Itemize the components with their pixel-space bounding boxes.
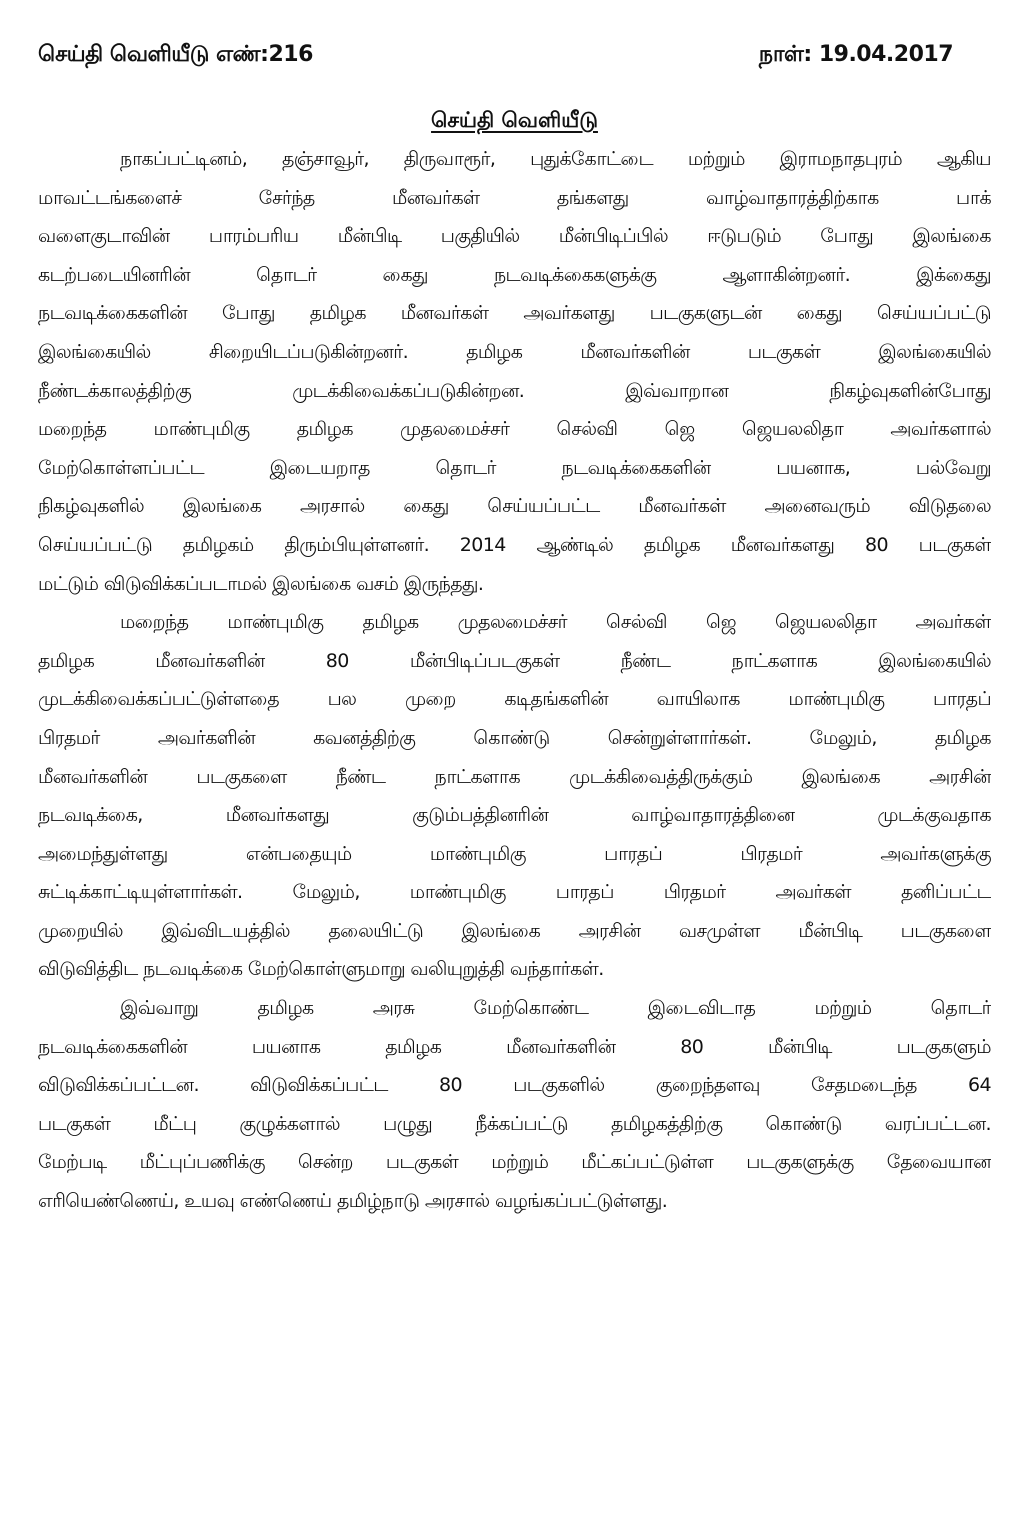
paragraph-line: பிரதமர் அவர்களின் கவனத்திற்கு கொண்டு சென்றுள்ளார்கள். மேலும், தமிழக [38, 726, 991, 749]
paragraph-line: மட்டும் விடுவிக்கப்படாமல் இலங்கை வசம் இருந்தது. [38, 572, 484, 595]
paragraph-line: கடற்படையினரின் தொடர் கைது நடவடிக்கைகளுக்கு ஆளாகின்றனர். இக்கைது [38, 263, 991, 286]
paragraph-line: மாவட்டங்களைச் சேர்ந்த மீனவர்கள் தங்களது வாழ்வாதாரத்திற்காக பாக் [38, 186, 991, 209]
paragraph-line: இலங்கையில் சிறையிடப்படுகின்றனர். தமிழக மீனவர்களின் படகுகள் இலங்கையில் [38, 340, 991, 363]
paragraph-line: மறைந்த மாண்புமிகு தமிழக முதலமைச்சர் செல்வி ஜெ ஜெயலலிதா அவர்கள் [120, 611, 991, 634]
paragraph-3 [38, 989, 991, 1221]
paragraph-line: செய்யப்பட்டு தமிழகம் திரும்பியுள்ளனர். 2014 ஆண்டில் தமிழக மீனவர்களது 80 படகுகள் [38, 533, 991, 556]
paragraph-line: சுட்டிக்காட்டியுள்ளார்கள். மேலும், மாண்புமிகு பாரதப் பிரதமர் அவர்கள் தனிப்பட்ட [38, 881, 991, 904]
paragraph-line: அமைந்துள்ளது என்பதையும் மாண்புமிகு பாரதப் பிரதமர் அவர்களுக்கு [38, 842, 991, 865]
paragraph-line: வளைகுடாவின் பாரம்பரிய மீன்பிடி பகுதியில் மீன்பிடிப்பில் ஈடுபடும் போது இலங்கை [38, 225, 991, 248]
body-text [38, 140, 991, 1221]
release-number: செய்தி வெளியீடு எண்:216 [38, 42, 313, 67]
paragraph-line: இவ்வாறு தமிழக அரசு மேற்கொண்ட இடைவிடாத மற்றும் தொடர் [120, 997, 991, 1020]
paragraph-line: நீண்டக்காலத்திற்கு முடக்கிவைக்கப்படுகின்றன. இவ்வாறான நிகழ்வுகளின்போது [38, 379, 991, 402]
paragraph-line: நடவடிக்கைகளின் போது தமிழக மீனவர்கள் அவர்களது படகுகளுடன் கைது செய்யப்பட்டு [38, 302, 991, 325]
paragraph-1 [38, 140, 991, 603]
paragraph-line: நாகப்பட்டினம், தஞ்சாவூர், திருவாரூர், புதுக்கோட்டை மற்றும் இராமநாதபுரம் ஆகிய [120, 148, 991, 170]
paragraph-line: மறைந்த மாண்புமிகு தமிழக முதலமைச்சர் செல்வி ஜெ ஜெயலலிதா அவர்களால் [38, 418, 991, 441]
paragraph-line: மேற்படி மீட்புப்பணிக்கு சென்ற படகுகள் மற்றும் மீட்கப்பட்டுள்ள படகுகளுக்கு தேவையான [38, 1151, 991, 1174]
paragraph-line: தமிழக மீனவர்களின் 80 மீன்பிடிப்படகுகள் நீண்ட நாட்களாக இலங்கையில் [38, 649, 991, 672]
paragraph-line: விடுவித்திட நடவடிக்கை மேற்கொள்ளுமாறு வலியுறுத்தி வந்தார்கள். [38, 958, 604, 981]
paragraph-2 [38, 603, 991, 989]
paragraph-line: விடுவிக்கப்பட்டன. விடுவிக்கப்பட்ட 80 படகுகளில் குறைந்தளவு சேதமடைந்த 64 [38, 1074, 991, 1097]
paragraph-line: முடக்கிவைக்கப்பட்டுள்ளதை பல முறை கடிதங்களின் வாயிலாக மாண்புமிகு பாரதப் [38, 688, 991, 711]
paragraph-line: படகுகள் மீட்பு குழுக்களால் பழுது நீக்கப்பட்டு தமிழகத்திற்கு கொண்டு வரப்பட்டன. [38, 1112, 991, 1135]
document-title: செய்தி வெளியீடு [431, 108, 598, 132]
paragraph-line: எரியெண்ணெய், உயவு எண்ணெய் தமிழ்நாடு அரசால் வழங்கப்பட்டுள்ளது. [38, 1190, 668, 1213]
paragraph-line: மேற்கொள்ளப்பட்ட இடையறாத தொடர் நடவடிக்கைகளின் பயனாக, பல்வேறு [38, 456, 991, 479]
release-date: நாள்: 19.04.2017 [758, 42, 953, 67]
paragraph-line: முறையில் இவ்விடயத்தில் தலையிட்டு இலங்கை அரசின் வசமுள்ள மீன்பிடி படகுகளை [38, 919, 991, 942]
paragraph-line: நிகழ்வுகளில் இலங்கை அரசால் கைது செய்யப்பட்ட மீனவர்கள் அனைவரும் விடுதலை [38, 495, 991, 518]
paragraph-line: நடவடிக்கை, மீனவர்களது குடும்பத்தினரின் வாழ்வாதாரத்தினை முடக்குவதாக [38, 804, 991, 827]
paragraph-line: மீனவர்களின் படகுகளை நீண்ட நாட்களாக முடக்கிவைத்திருக்கும் இலங்கை அரசின் [38, 765, 991, 788]
paragraph-line: நடவடிக்கைகளின் பயனாக தமிழக மீனவர்களின் 80 மீன்பிடி படகுகளும் [38, 1035, 991, 1058]
header [38, 42, 991, 80]
